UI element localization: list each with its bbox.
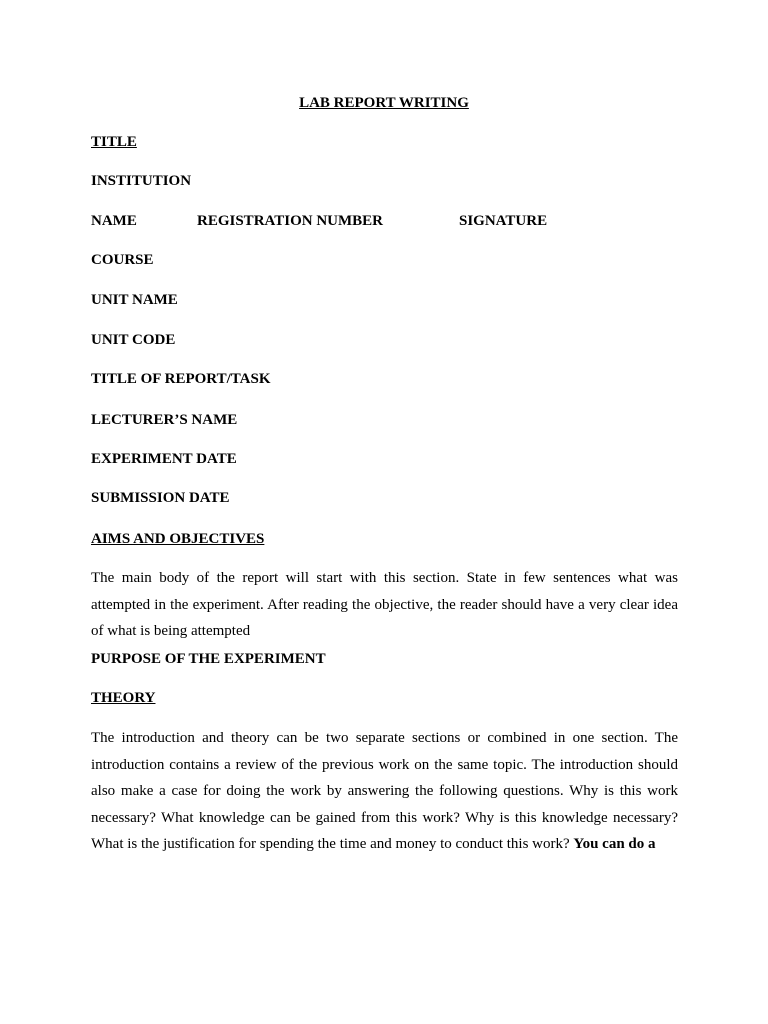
institution-label: INSTITUTION [91, 173, 192, 189]
course-label: COURSE [91, 252, 154, 268]
name-label: NAME [91, 213, 137, 229]
unit-name-label: UNIT NAME [91, 292, 178, 308]
document-heading: LAB REPORT WRITING [299, 95, 469, 111]
theory-paragraph-bold-tail: You can do a [573, 836, 656, 852]
aims-paragraph: The main body of the report will start with this section. State in few sentences what was attempted in the experiment. After reading the objective, the reader should have a very clear idea of what is being attempted [91, 570, 678, 639]
signature-label: SIGNATURE [459, 213, 548, 229]
name-registration-signature-row [91, 212, 691, 230]
registration-number-label: REGISTRATION NUMBER [197, 213, 383, 229]
submission-date-label: SUBMISSION DATE [91, 490, 230, 506]
lecturers-name-label: LECTURER’S NAME [91, 412, 238, 428]
unit-code-label: UNIT CODE [91, 332, 176, 348]
title-of-report-label: TITLE OF REPORT/TASK [91, 371, 271, 387]
title-label: TITLE [91, 134, 137, 150]
experiment-date-label: EXPERIMENT DATE [91, 451, 237, 467]
theory-heading: THEORY [91, 690, 156, 706]
theory-paragraph-text: The introduction and theory can be two separate sections or combined in one section. The introduction contains a review of the previous work on the same topic. The introduction should also make a case for doing the work by answering the following questions. Why is this work necessary? What knowledge can be gained from this work? Why is this knowledge necessary? What is the justification for spending the time and money to conduct this work? [91, 730, 678, 852]
purpose-heading: PURPOSE OF THE EXPERIMENT [91, 651, 326, 667]
aims-objectives-heading: AIMS AND OBJECTIVES [91, 531, 265, 547]
theory-paragraph [91, 725, 678, 858]
